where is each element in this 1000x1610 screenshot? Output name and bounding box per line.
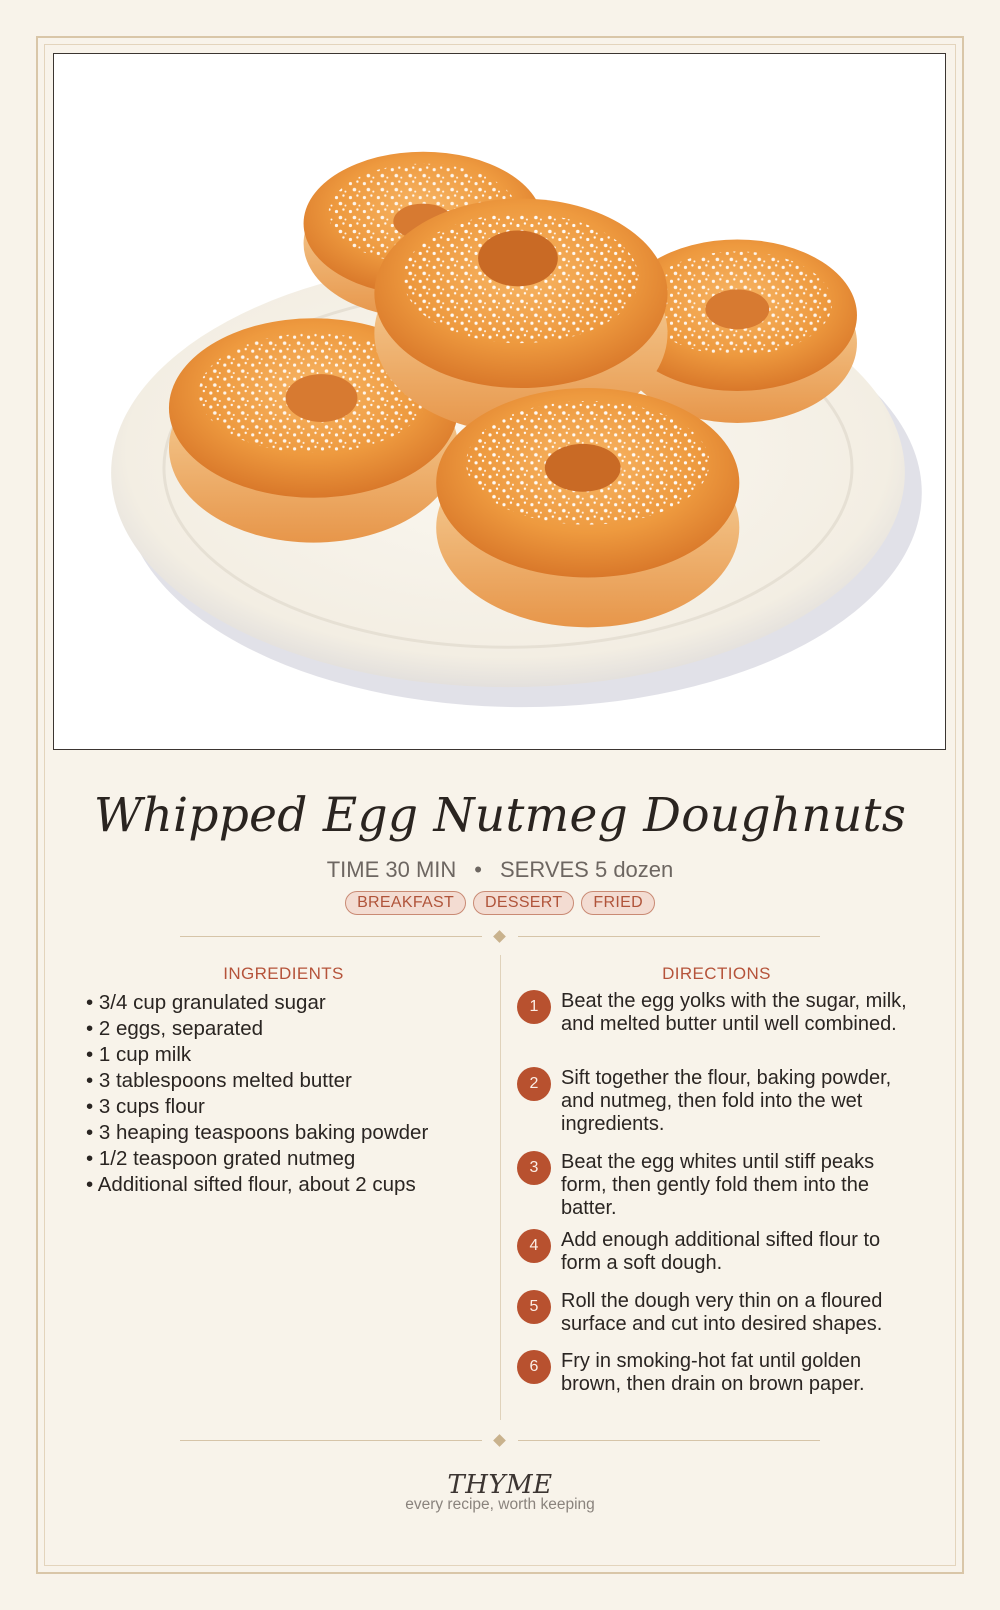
ingredient-item: • 2 eggs, separated: [86, 1016, 486, 1042]
bottom-divider: [180, 1435, 820, 1447]
direction-step: [517, 1350, 917, 1396]
step-text: Sift together the flour, baking powder, and nutmeg, then fold into the wet ingredients.: [561, 1067, 892, 1135]
time-label: TIME 30 MIN: [326, 857, 457, 882]
brand-tagline: every recipe, worth keeping: [405, 1496, 595, 1513]
step-text: Roll the dough very thin on a floured surface and cut into desired shapes.: [561, 1290, 883, 1335]
direction-step: [517, 1229, 917, 1275]
step-text: Beat the egg yolks with the sugar, milk, and melted butter until well combined.: [561, 990, 907, 1035]
ingredient-item: • 3/4 cup granulated sugar: [86, 990, 486, 1016]
doughnuts-illustration: [54, 54, 945, 749]
brand-logo: THYME: [447, 1470, 553, 1500]
step-text: Add enough additional sifted flour to form a soft dough.: [561, 1229, 881, 1274]
step-number-badge: 4: [517, 1229, 551, 1263]
serves-label: SERVES 5 dozen: [500, 857, 674, 882]
diamond-ornament: [493, 1434, 506, 1447]
directions-heading: DIRECTIONS: [662, 964, 771, 983]
direction-step: [517, 1151, 917, 1220]
step-number-badge: 1: [517, 990, 551, 1024]
step-text: Beat the egg whites until stiff peaks form, then gently fold them into the batter.: [561, 1151, 875, 1219]
ingredient-item: • Additional sifted flour, about 2 cups: [86, 1172, 486, 1198]
ingredients-list: [86, 990, 486, 1198]
diamond-ornament: [493, 930, 506, 943]
step-number-badge: 2: [517, 1067, 551, 1101]
recipe-photo: [53, 53, 946, 750]
tag-list: [0, 891, 1000, 915]
direction-step: [517, 1290, 917, 1336]
direction-step: [517, 1067, 917, 1136]
recipe-meta: [0, 857, 1000, 883]
step-number-badge: 3: [517, 1151, 551, 1185]
column-separator: [500, 955, 501, 1420]
ingredient-item: • 1 cup milk: [86, 1042, 486, 1068]
meta-separator: •: [474, 857, 482, 882]
ingredient-item: • 1/2 teaspoon grated nutmeg: [86, 1146, 486, 1172]
doughnut-front: [436, 388, 739, 627]
direction-step: [517, 990, 917, 1036]
recipe-title: Whipped Egg Nutmeg Doughnuts: [93, 788, 907, 843]
ingredient-item: • 3 heaping teaspoons baking powder: [86, 1120, 486, 1146]
top-divider: [180, 931, 820, 943]
ingredient-item: • 3 cups flour: [86, 1094, 486, 1120]
step-number-badge: 6: [517, 1350, 551, 1384]
ingredients-heading: INGREDIENTS: [223, 964, 344, 983]
ingredient-item: • 3 tablespoons melted butter: [86, 1068, 486, 1094]
tag-fried[interactable]: FRIED: [581, 891, 655, 915]
tag-dessert[interactable]: DESSERT: [473, 891, 574, 915]
step-text: Fry in smoking-hot fat until golden brown, then drain on brown paper.: [561, 1350, 865, 1395]
tag-breakfast[interactable]: BREAKFAST: [345, 891, 466, 915]
step-number-badge: 5: [517, 1290, 551, 1324]
